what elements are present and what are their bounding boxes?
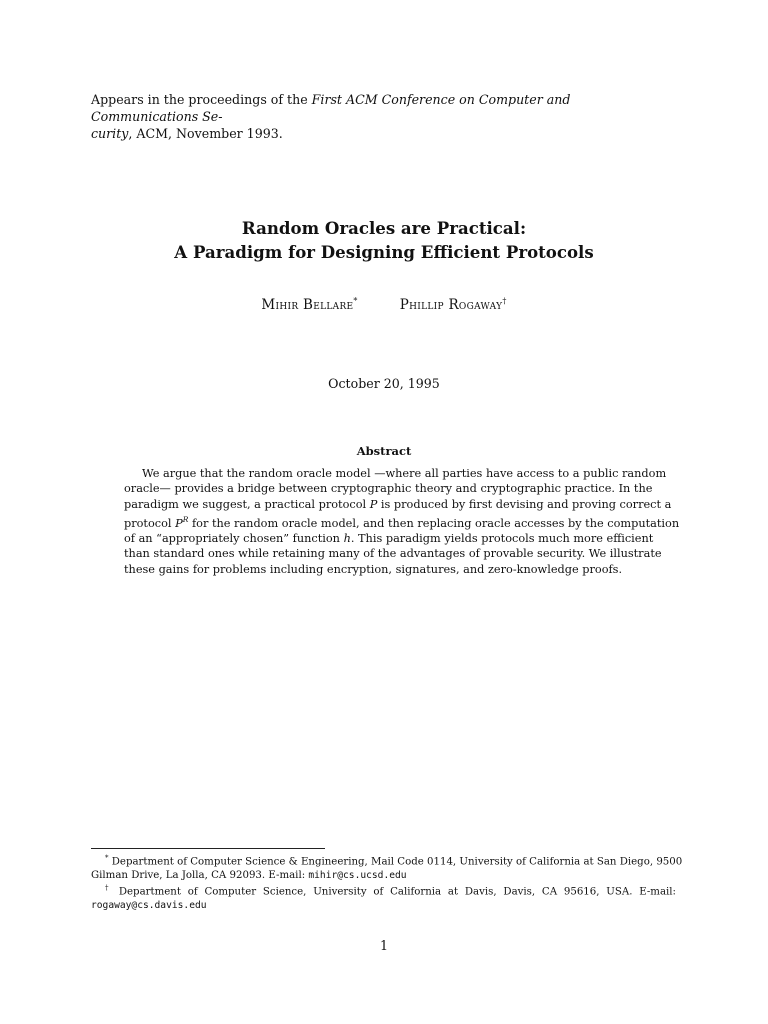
abstract-heading: Abstract xyxy=(356,444,412,458)
venue-note-suffix: , ACM, November 1993. xyxy=(128,126,283,141)
venue-note-conference-cont: curity xyxy=(91,126,129,141)
venue-note-prefix: Appears in the proceedings of the xyxy=(91,92,312,107)
abstract-line: protocol $P^R$ for the random oracle model, and then replacing oracle accesses by the computation xyxy=(124,514,680,530)
footnote-rogaway xyxy=(91,882,676,912)
abstract-line: of an “appropriately chosen” function h. This paradigm yields protocols much more efficient xyxy=(124,531,654,545)
math-var: h xyxy=(343,531,351,545)
abstract-line: than standard ones while retaining many of the advantages of provable security. We illustrate xyxy=(124,547,662,561)
author-name: Phillip Rogaway xyxy=(399,296,503,313)
math-var: P xyxy=(175,516,183,530)
footnote-line: Gilman Drive, La Jolla, CA 92093. E-mail: mihir@cs.ucsd.edu xyxy=(91,869,407,881)
math-superscript: R xyxy=(182,514,189,524)
author-rogaway xyxy=(400,297,507,313)
abstract-line: paradigm we suggest, a practical protocol P is produced by first devising and proving correct a xyxy=(124,497,672,511)
email-link[interactable]: mihir@cs.ucsd.edu xyxy=(308,869,407,881)
abstract-line: these gains for problems including encryption, signatures, and zero-knowledge proofs. xyxy=(124,562,623,576)
footnote-line: * Department of Computer Science & Engineering, Mail Code 0114, University of California at San Diego, 9500 xyxy=(105,854,683,868)
venue-note-conference: First ACM Conference on Computer and Communications Se- xyxy=(91,92,571,124)
footnote-bellare xyxy=(91,852,683,882)
email-link[interactable]: rogaway@cs.davis.edu xyxy=(91,900,207,912)
abstract-body xyxy=(124,466,680,577)
paper-title xyxy=(0,216,768,264)
title-line-1: Random Oracles are Practical: xyxy=(241,218,527,238)
abstract-line: oracle— provides a bridge between cryptographic theory and cryptographic practice. In the xyxy=(124,482,653,496)
paper-date: October 20, 1995 xyxy=(328,376,440,391)
author-bellare xyxy=(261,297,357,313)
venue-note xyxy=(91,91,676,142)
page-number: 1 xyxy=(379,938,388,953)
title-line-2: A Paradigm for Designing Efficient Protocols xyxy=(174,242,594,262)
footnote-line: † Department of Computer Science, University of California at Davis, Davis, CA 95616, USA. E-mail: xyxy=(105,884,676,898)
footnote-mark: † xyxy=(105,884,113,893)
footnote-line xyxy=(91,899,676,913)
author-list xyxy=(0,292,768,314)
author-name: Mihir Bellare xyxy=(261,296,354,313)
footnote-mark: * xyxy=(105,854,109,862)
abstract-line: We argue that the random oracle model —where all parties have access to a public random xyxy=(142,467,667,480)
math-var: P xyxy=(369,497,378,511)
footnotes xyxy=(91,852,683,913)
footnote-rule xyxy=(91,848,325,849)
author-footnote-mark: † xyxy=(502,296,507,305)
author-footnote-mark: * xyxy=(353,296,358,305)
